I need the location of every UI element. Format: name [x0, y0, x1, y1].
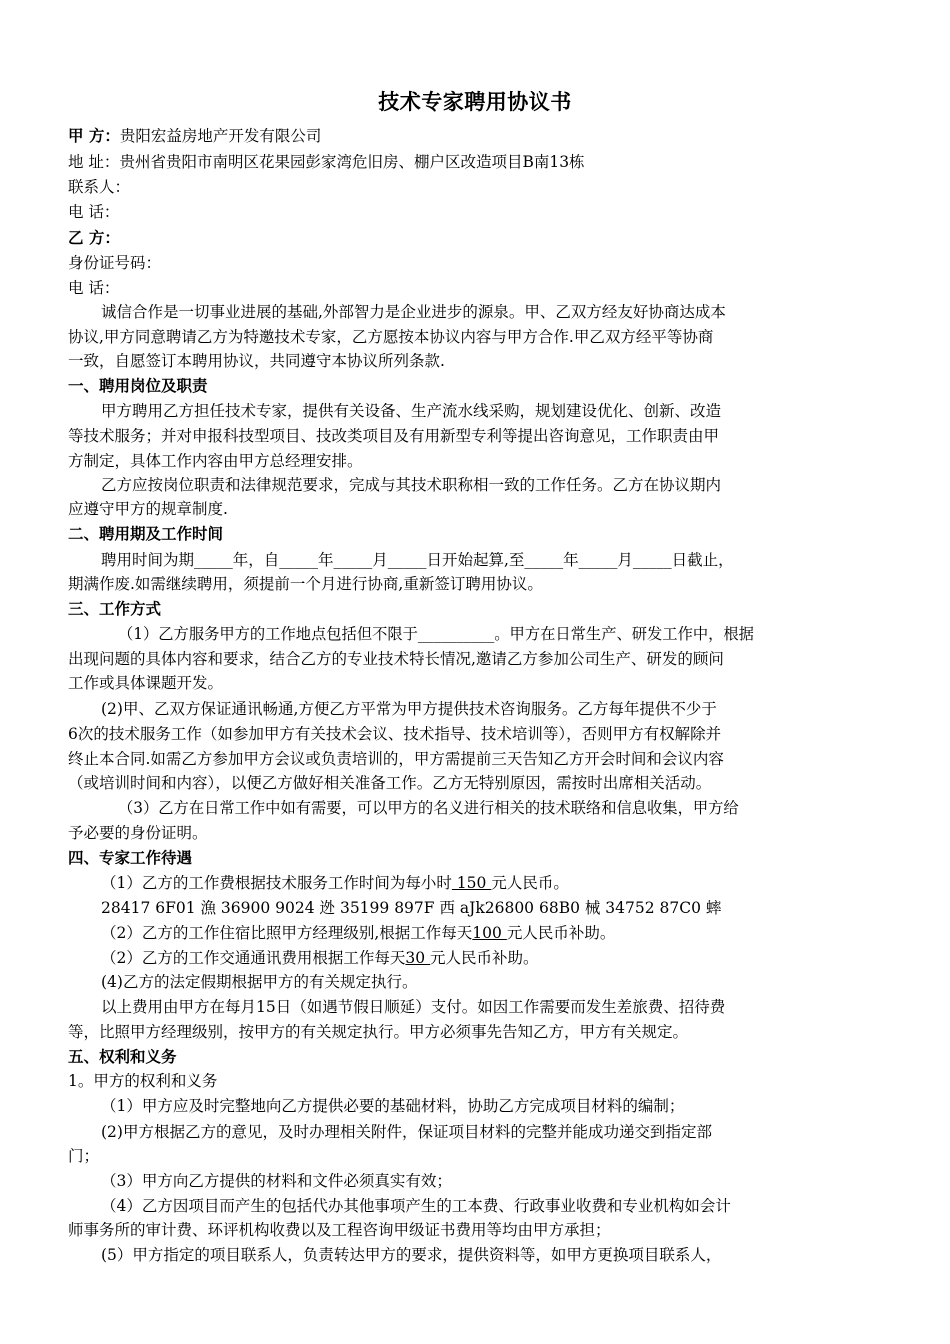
- pay-lodging-line: [101, 921, 921, 945]
- section-heading: 三、工作方式: [68, 600, 162, 618]
- pay-hourly-line: [101, 871, 921, 895]
- party-a-contact: 联系人：: [68, 178, 131, 196]
- text-line: (4)乙方的法定假期根据甲方的有关规定执行。: [101, 973, 418, 991]
- text-line: 等，比照甲方经理级别，按甲方的有关规定执行。甲方必须事先告知乙方，甲方有关规定。: [68, 1023, 689, 1041]
- text-line: （3）甲方向乙方提供的材料和文件必须真实有效；: [101, 1172, 452, 1190]
- party-a-address: 贵州省贵阳市南明区花果园彭家湾危旧房、棚户区改造项目B南13栋: [119, 153, 585, 171]
- text-line: 以上费用由甲方在每月15日（如遇节假日顺延）支付。如因工作需要而发生差旅费、招待费: [101, 998, 726, 1016]
- pay-transport-text: （2）乙方的工作交通通讯费用根据工作每天: [101, 949, 406, 967]
- party-a-phone: 电 话：: [68, 203, 120, 221]
- text-line: 聘用时间为期_____年，自_____年_____月_____日开始起算,至_____年_____月_____日截止，: [101, 551, 734, 569]
- text-line: 协议,甲方同意聘请乙方为特邀技术专家，乙方愿按本协议内容与甲方合作.甲乙双方经平等协商: [68, 328, 714, 346]
- text-line: 终止本合同.如需乙方参加甲方会议或负责培训的，甲方需提前三天告知乙方开会时间和会议内容: [68, 750, 724, 768]
- party-a-address-line: [68, 150, 888, 174]
- pay-hourly-text: （1）乙方的工作费根据技术服务工作时间为每小时: [101, 874, 452, 892]
- text-line: （3）乙方在日常工作中如有需要，可以甲方的名义进行相关的技术联络和信息收集，甲方给: [118, 799, 739, 817]
- text-line: 予必要的身份证明。: [68, 824, 208, 842]
- text-line: 1。甲方的权利和义务: [68, 1072, 218, 1090]
- pay-lodging-value: 100: [472, 924, 507, 942]
- text-line: 期满作废.如需继续聘用，须提前一个月进行协商,重新签订聘用协议。: [68, 575, 543, 593]
- address-label: 地 址：: [68, 153, 120, 171]
- party-a-label: 甲 方：: [68, 127, 120, 145]
- pay-transport-line: [101, 946, 921, 970]
- text-line: 乙方应按岗位职责和法律规范要求，完成与其技术职称相一致的工作任务。乙方在协议期内: [101, 476, 722, 494]
- text-line: 诚信合作是一切事业进展的基础,外部智力是企业进步的源泉。甲、乙双方经友好协商达成本: [101, 303, 726, 321]
- section-heading: 一、聘用岗位及职责: [68, 377, 208, 395]
- text-line: 方制定，具体工作内容由甲方总经理安排。: [68, 452, 363, 470]
- text-line: 应遵守甲方的规章制度.: [68, 500, 228, 518]
- party-b-label: 乙 方：: [68, 229, 120, 247]
- section-heading: 四、专家工作待遇: [68, 849, 193, 867]
- pay-lodging-unit: 元人民币补助。: [506, 924, 616, 942]
- text-line: （1）乙方服务甲方的工作地点包括但不限于__________。甲方在日常生产、研发工作中，根据: [118, 625, 754, 643]
- pay-transport-unit: 元人民币补助。: [430, 949, 539, 967]
- pay-transport-value: 30: [405, 949, 431, 967]
- text-line: 6次的技术服务工作（如参加甲方有关技术会议、技术指导、技术培训等），否则甲方有权解除并: [68, 725, 722, 743]
- text-line: 一致，自愿签订本聘用协议，共同遵守本协议所列条款.: [68, 352, 445, 370]
- pay-lodging-text: （2）乙方的工作住宿比照甲方经理级别,根据工作每天: [101, 924, 473, 942]
- text-line: 出现问题的具体内容和要求，结合乙方的专业技术特长情况,邀请乙方参加公司生产、研发的顾问: [68, 650, 724, 668]
- section-heading: 二、聘用期及工作时间: [68, 525, 224, 543]
- text-line: 甲方聘用乙方担任技术专家，提供有关设备、生产流水线采购，规划建设优化、创新、改造: [101, 402, 722, 420]
- document-title: 技术专家聘用协议书: [378, 90, 572, 114]
- pay-hourly-unit: 元人民币。: [491, 874, 569, 892]
- party-b-id: 身份证号码：: [68, 254, 162, 272]
- text-line: 等技术服务；并对申报科技型项目、技改类项目及有用新型专利等提出咨询意见，工作职责由甲: [68, 427, 720, 445]
- text-line: (2)甲方根据乙方的意见，及时办理相关附件，保证项目材料的完整并能成功递交到指定部: [101, 1123, 712, 1141]
- text-line: （或培训时间和内容），以便乙方做好相关准备工作。乙方无特别原因，需按时出席相关活动。: [68, 774, 712, 792]
- text-line: (5）甲方指定的项目联系人，负责转达甲方的要求，提供资料等，如甲方更换项目联系人，: [101, 1246, 722, 1264]
- text-line: (2)甲、乙双方保证通讯畅通,方便乙方平常为甲方提供技术咨询服务。乙方每年提供不少于: [101, 700, 717, 718]
- text-line: 工作或具体课题开发。: [68, 674, 224, 692]
- text-line: （1）甲方应及时完整地向乙方提供必要的基础材料，协助乙方完成项目材料的编制；: [101, 1097, 685, 1115]
- party-b-phone: 电 话：: [68, 279, 120, 297]
- text-line: （4）乙方因项目而产生的包括代办其他事项产生的工本费、行政事业收费和专业机构如会计: [101, 1197, 731, 1215]
- party-a-line: [68, 124, 888, 148]
- pay-hourly-value: 150: [451, 874, 492, 892]
- party-a-name: 贵阳宏益房地产开发有限公司: [119, 127, 322, 145]
- text-line: 师事务所的审计费、环评机构收费以及工程咨询甲级证书费用等均由甲方承担；: [68, 1221, 611, 1239]
- text-line: 28417 6F01 漁 36900 9024 迯 35199 897F 西 aJk26800 68B0 械 34752 87C0 蟀: [101, 899, 722, 917]
- text-line: 门；: [68, 1147, 100, 1165]
- section-heading: 五、权利和义务: [68, 1048, 177, 1066]
